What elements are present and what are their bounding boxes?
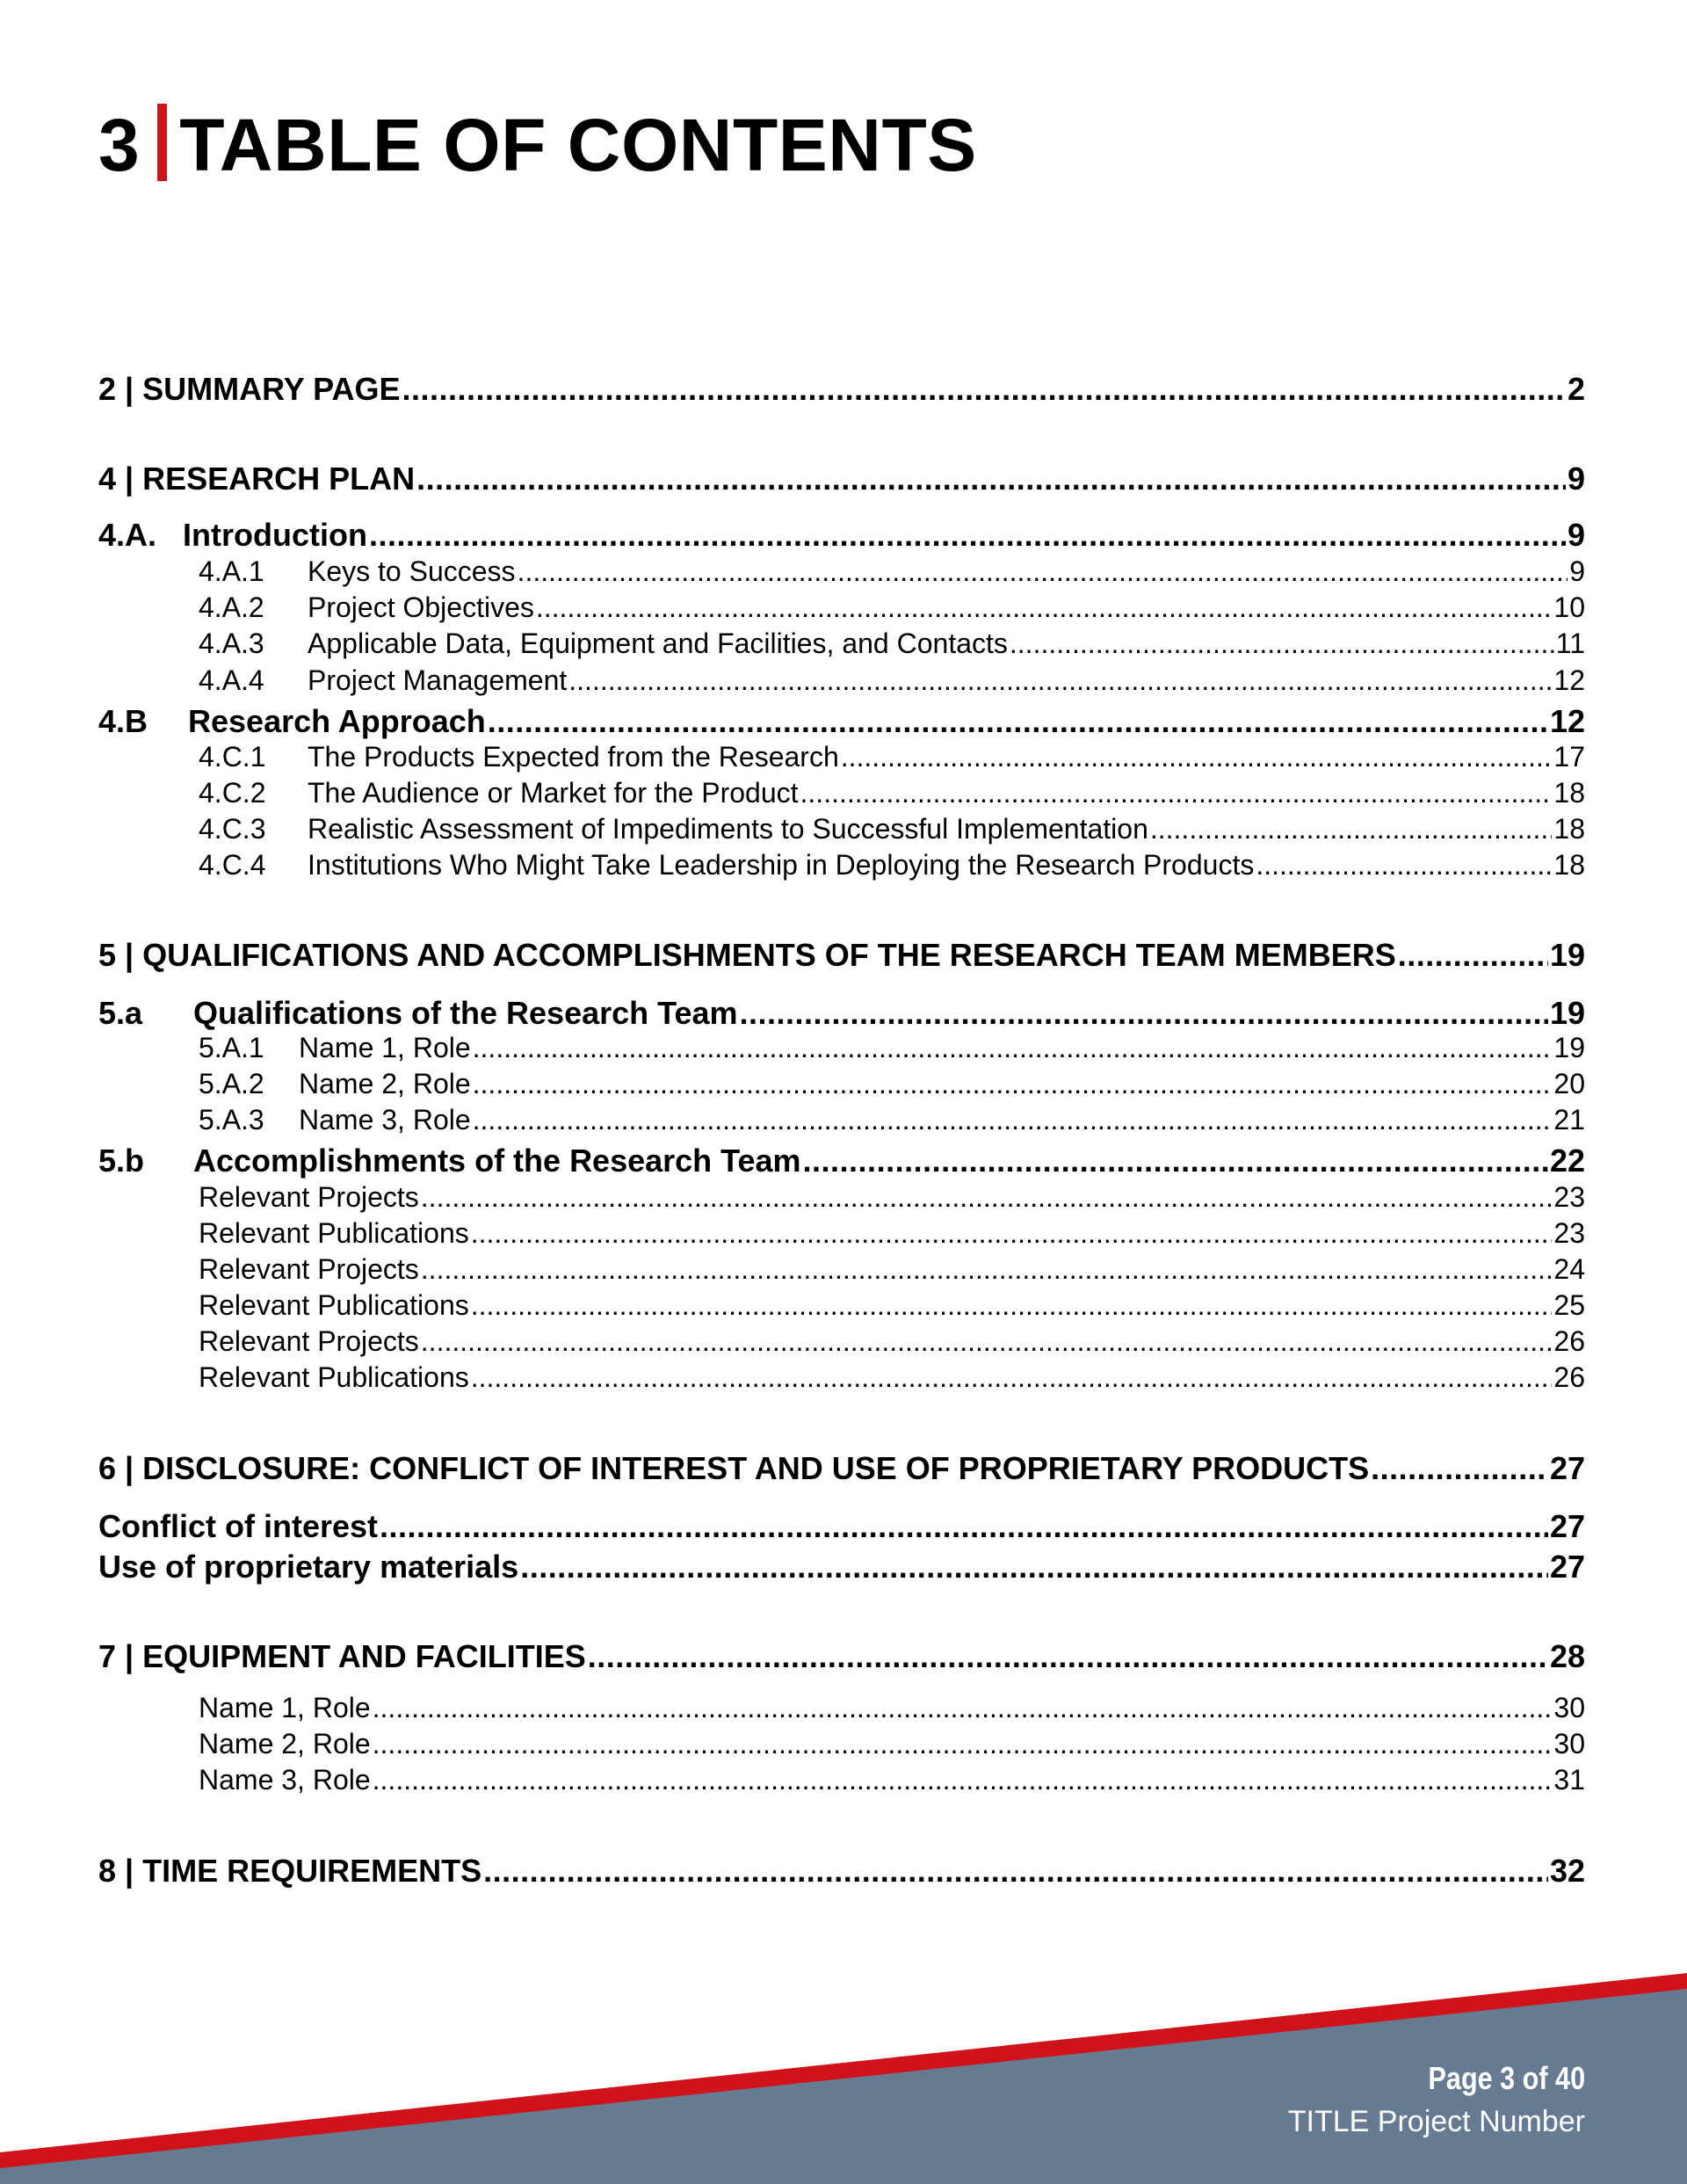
dot-leader (568, 664, 1552, 697)
dot-leader (369, 517, 1566, 554)
toc-entry[interactable] (98, 1325, 1585, 1358)
toc-entry[interactable] (98, 555, 1585, 588)
toc-entry[interactable] (98, 937, 1585, 974)
dot-leader (421, 1181, 1553, 1214)
toc-entry[interactable] (98, 1104, 1585, 1136)
toc-entry-label: 8 | TIME REQUIREMENTS (98, 1853, 482, 1889)
toc-entry[interactable] (98, 995, 1585, 1032)
toc-entry-label: Name 3, Role (299, 1104, 471, 1136)
dot-leader (473, 1104, 1553, 1136)
page-footer (0, 1973, 1687, 2184)
toc-entry-number: 4.C.3 (199, 813, 266, 845)
toc-entry-page: 12 (1549, 703, 1585, 739)
toc-entry-label: Qualifications of the Research Team (193, 995, 738, 1031)
toc-entry-number: 4.C.4 (199, 849, 266, 881)
dot-leader (536, 591, 1553, 624)
toc-entry-page: 19 (1549, 937, 1585, 973)
dot-leader (373, 1764, 1553, 1796)
dot-leader (841, 741, 1553, 773)
table-of-contents (98, 0, 1585, 2184)
toc-entry-label: 2 | SUMMARY PAGE (98, 371, 401, 407)
dot-leader (520, 1549, 1548, 1585)
toc-entry[interactable] (98, 461, 1585, 497)
dot-leader (1256, 849, 1552, 882)
toc-entry-number: 4.C.2 (199, 777, 266, 809)
toc-entry-label: Relevant Projects (199, 1181, 419, 1213)
toc-entry-page: 30 (1553, 1692, 1585, 1723)
toc-entry[interactable] (98, 1289, 1585, 1322)
toc-entry-label: Applicable Data, Equipment and Facilities, and Contacts (308, 628, 1008, 659)
toc-entry-label: 7 | EQUIPMENT AND FACILITIES (98, 1638, 586, 1674)
toc-entry-page: 18 (1553, 849, 1585, 881)
footer-document-title: TITLE Project Number (1287, 2105, 1585, 2138)
toc-entry-label: Conflict of interest (98, 1508, 379, 1544)
dot-leader (800, 777, 1553, 809)
toc-entry[interactable] (98, 1032, 1585, 1064)
toc-entry[interactable] (98, 741, 1585, 773)
toc-entry-label: Name 3, Role (199, 1764, 371, 1796)
dot-leader (803, 1143, 1548, 1179)
toc-entry[interactable] (98, 371, 1585, 408)
toc-entry-label: Name 1, Role (199, 1692, 371, 1723)
toc-entry-page: 12 (1553, 664, 1585, 696)
dot-leader (473, 1032, 1553, 1064)
toc-entry-number: 4.C.1 (199, 741, 266, 773)
footer-page-number: Page 3 of 40 (1428, 2060, 1585, 2096)
dot-leader (473, 1068, 1553, 1100)
toc-entry[interactable] (98, 849, 1585, 882)
toc-entry-page: 27 (1549, 1549, 1585, 1585)
dot-leader (421, 1325, 1553, 1358)
toc-entry-page: 21 (1553, 1104, 1585, 1136)
section-title: TABLE OF CONTENTS (179, 104, 977, 186)
toc-entry-page: 9 (1567, 517, 1585, 553)
dot-leader (740, 995, 1548, 1032)
toc-entry[interactable] (98, 517, 1585, 554)
toc-entry[interactable] (98, 1143, 1585, 1179)
section-number: 3 (98, 104, 141, 186)
toc-entry-number: 4.A.1 (199, 555, 264, 587)
toc-entry[interactable] (98, 1764, 1585, 1796)
toc-entry-page: 11 (1555, 628, 1585, 659)
toc-entry[interactable] (98, 1450, 1585, 1487)
toc-entry-label: Institutions Who Might Take Leadership in Deploying the Research Products (308, 849, 1255, 881)
toc-entry[interactable] (98, 664, 1585, 697)
toc-entry-label: Relevant Publications (199, 1289, 469, 1321)
toc-entry-page: 18 (1553, 777, 1585, 809)
dot-leader (471, 1361, 1553, 1394)
toc-entry-page: 27 (1549, 1450, 1585, 1486)
dot-leader (416, 461, 1566, 497)
toc-entry-number: 4.A.4 (199, 664, 264, 696)
toc-entry-number: 5.b (98, 1143, 145, 1179)
dot-leader (380, 1508, 1548, 1545)
toc-entry[interactable] (98, 1361, 1585, 1394)
dot-leader (471, 1289, 1553, 1322)
toc-entry[interactable] (98, 1068, 1585, 1100)
toc-entry-number: 4.A.2 (199, 591, 264, 623)
toc-entry-page: 20 (1553, 1068, 1585, 1099)
dot-leader (483, 1853, 1548, 1890)
toc-entry[interactable] (98, 628, 1585, 660)
toc-entry-number: 5.A.3 (199, 1104, 264, 1136)
toc-entry[interactable] (98, 1638, 1585, 1675)
dot-leader (402, 371, 1566, 408)
dot-leader (1010, 628, 1554, 660)
toc-entry-page: 2 (1567, 371, 1585, 407)
toc-entry-page: 18 (1553, 813, 1585, 845)
toc-entry-number: 4.A.3 (199, 628, 264, 659)
toc-entry-page: 19 (1549, 995, 1585, 1031)
toc-entry[interactable] (98, 1253, 1585, 1286)
toc-entry-label: Accomplishments of the Research Team (193, 1143, 801, 1179)
toc-entry[interactable] (98, 1217, 1585, 1250)
toc-entry[interactable] (98, 1853, 1585, 1890)
dot-leader (488, 703, 1548, 740)
toc-entry-number: 5.A.2 (199, 1068, 264, 1099)
toc-entry-page: 9 (1567, 461, 1585, 497)
dot-leader (471, 1217, 1553, 1250)
toc-entry-page: 24 (1553, 1253, 1585, 1285)
toc-entry-label: 6 | DISCLOSURE: CONFLICT OF INTEREST AND USE OF PROPRIETARY PRODUCTS (98, 1450, 1370, 1486)
toc-entry[interactable] (98, 1692, 1585, 1724)
toc-entry-page: 22 (1549, 1143, 1585, 1179)
toc-entry[interactable] (98, 1508, 1585, 1545)
toc-entry-number: 5.A.1 (199, 1032, 264, 1063)
dot-leader (373, 1728, 1553, 1760)
toc-entry-page: 32 (1549, 1853, 1585, 1889)
toc-entry-label: Relevant Publications (199, 1361, 469, 1393)
toc-entry[interactable] (98, 703, 1585, 740)
toc-entry-label: Project Management (308, 664, 568, 696)
toc-entry-label: Project Objectives (308, 591, 534, 623)
toc-entry-page: 27 (1549, 1508, 1585, 1544)
dot-leader (518, 555, 1568, 588)
toc-entry-label: Name 1, Role (299, 1032, 471, 1063)
toc-entry-page: 26 (1553, 1361, 1585, 1393)
dot-leader (421, 1253, 1553, 1286)
dot-leader (1150, 813, 1553, 845)
toc-entry-page: 23 (1553, 1181, 1585, 1213)
toc-entry-label: Research Approach (188, 703, 486, 739)
toc-entry-label: Relevant Projects (199, 1325, 419, 1357)
dot-leader (588, 1638, 1548, 1675)
toc-entry-page: 26 (1553, 1325, 1585, 1357)
toc-entry[interactable] (98, 1181, 1585, 1214)
toc-entry[interactable] (98, 777, 1585, 809)
dot-leader (1398, 937, 1548, 974)
toc-entry-number: 4.B (98, 703, 148, 739)
toc-entry-page: 30 (1553, 1728, 1585, 1760)
toc-entry[interactable] (98, 1549, 1585, 1585)
toc-entry-label: Name 2, Role (199, 1728, 371, 1760)
toc-entry[interactable] (98, 1728, 1585, 1760)
toc-entry-label: Relevant Publications (199, 1217, 469, 1249)
toc-entry-label: Realistic Assessment of Impediments to Successful Implementation (308, 813, 1148, 845)
toc-entry-label: 4 | RESEARCH PLAN (98, 461, 416, 497)
toc-entry[interactable] (98, 813, 1585, 845)
toc-entry-number: 4.A. (98, 517, 157, 553)
toc-entry-page: 28 (1549, 1638, 1585, 1674)
toc-entry-page: 17 (1553, 741, 1585, 773)
toc-entry-label: Relevant Projects (199, 1253, 419, 1285)
toc-entry-label: 5 | QUALIFICATIONS AND ACCOMPLISHMENTS OF THE RESEARCH TEAM MEMBERS (98, 937, 1396, 973)
toc-entry-page: 31 (1553, 1764, 1585, 1796)
toc-entry-page: 25 (1553, 1289, 1585, 1321)
toc-entry-number: 5.a (98, 995, 143, 1031)
toc-entry-label: Use of proprietary materials (98, 1549, 519, 1585)
toc-entry[interactable] (98, 591, 1585, 624)
dot-leader (1371, 1450, 1548, 1487)
dot-leader (373, 1692, 1553, 1724)
toc-entry-page: 10 (1553, 591, 1585, 623)
toc-entry-label: Introduction (183, 517, 367, 553)
toc-entry-label: Name 2, Role (299, 1068, 471, 1099)
toc-entry-label: The Products Expected from the Research (308, 741, 839, 773)
toc-entry-page: 9 (1569, 555, 1585, 587)
toc-entry-page: 23 (1553, 1217, 1585, 1249)
toc-entry-label: Keys to Success (308, 555, 516, 587)
toc-entry-page: 19 (1553, 1032, 1585, 1063)
toc-entry-label: The Audience or Market for the Product (308, 777, 799, 809)
